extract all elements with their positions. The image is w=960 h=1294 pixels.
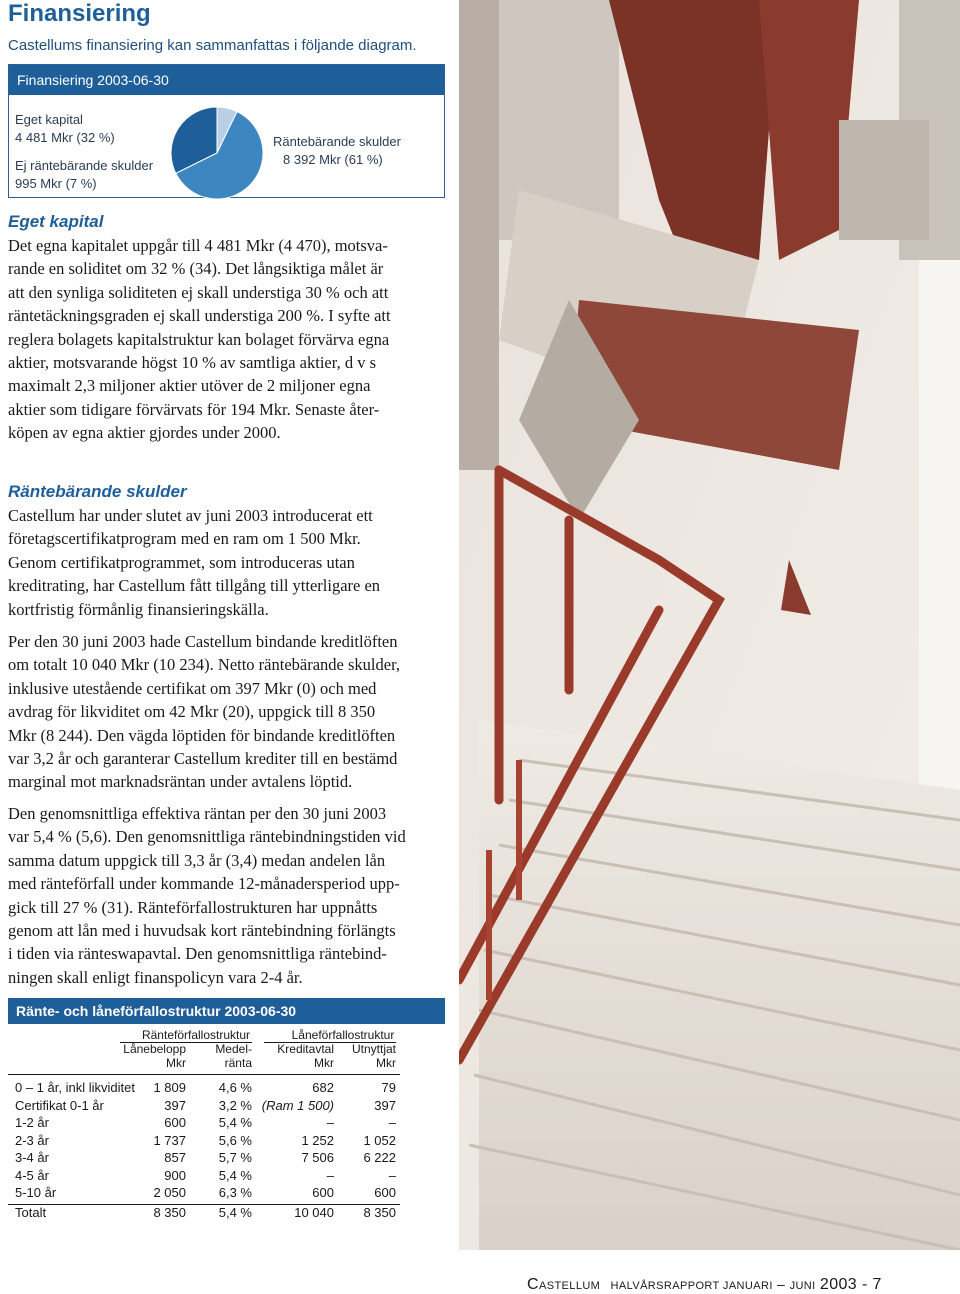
text-line: kreditrating, har Castellum fått tillgång till ytterligare en <box>8 576 381 596</box>
row-credit: (Ram 1 500) <box>261 1097 334 1113</box>
row-used: – <box>388 1167 396 1183</box>
group-header-interest: Ränteförfallostruktur <box>141 1028 251 1042</box>
col-header-used: Utnyttjat <box>351 1042 396 1056</box>
row-credit: – <box>326 1167 334 1183</box>
col-header-rate-2: ränta <box>224 1056 252 1070</box>
int-value: 8 392 Mkr (61 %) <box>283 152 383 167</box>
equity-value: 4 481 Mkr (32 %) <box>15 130 115 145</box>
text-line: aktier som tidigare förvärvats för 194 Mkr. Senaste åter- <box>8 399 380 419</box>
debt-paragraph-2 <box>8 630 448 794</box>
row-amount: 1 809 <box>153 1080 186 1095</box>
table-header: Ränte- och låneförfallostruktur 2003-06-30 <box>8 998 445 1024</box>
year-page: 2003 - 7 <box>819 1276 882 1293</box>
text-line: inklusive utestående certifikat om 397 Mkr (0) och med <box>8 678 377 698</box>
row-rate: 5,4 % <box>218 1115 252 1130</box>
col-header-credit: Kreditavtal <box>277 1042 334 1056</box>
col-header-used-unit: Mkr <box>376 1056 396 1070</box>
row-amount: 397 <box>164 1097 186 1113</box>
text-line: ningen skall enligt finanspolicyn vara 2-4 år. <box>8 967 303 987</box>
equity-label: Eget kapital <box>15 112 83 127</box>
row-amount: 900 <box>164 1167 186 1183</box>
text-line: Det egna kapitalet uppgår till 4 481 Mkr (4 470), motsva- <box>8 236 388 255</box>
row-amount: 1 737 <box>153 1132 186 1148</box>
row-label: 0 – 1 år, inkl likviditet <box>15 1080 135 1095</box>
footer-dash: – <box>777 1276 786 1292</box>
equity-paragraph <box>8 234 448 445</box>
text-line: Genom certifikatprogrammet, som introduceras utan <box>8 552 355 572</box>
group-header-loan: Låneförfallostruktur <box>291 1028 395 1042</box>
text-line: genom att lån med i huvudsak kort räntebindning förlängts <box>8 921 396 941</box>
debt-paragraph-3 <box>8 802 448 989</box>
row-rate: 3,2 % <box>218 1097 252 1113</box>
col-header-amount-unit: Mkr <box>166 1056 186 1070</box>
financing-chart <box>8 64 445 198</box>
row-used: – <box>388 1115 396 1130</box>
report-name: HALVÅRSRAPPORT JANUARI <box>610 1280 773 1292</box>
row-label: 1-2 år <box>15 1115 49 1130</box>
col-header-credit-unit: Mkr <box>314 1056 334 1070</box>
row-label: 4-5 år <box>15 1167 49 1183</box>
row-used: 6 222 <box>363 1150 396 1165</box>
equity-heading: Eget kapital <box>8 212 104 231</box>
row-credit: 600 <box>312 1185 334 1200</box>
row-used: 79 <box>381 1080 396 1095</box>
total-credit: 10 040 <box>294 1205 334 1220</box>
text-line: rande en soliditet om 32 % (34). Det långsiktiga målet är <box>8 259 384 279</box>
stairwell-photo <box>459 0 960 1250</box>
text-line: avdrag för likviditet om 42 Mkr (20), uppgick till 8 350 <box>8 702 376 722</box>
text-line: Den genomsnittliga effektiva räntan per den 30 juni 2003 <box>8 804 387 823</box>
text-line: var 5,4 % (5,6). Den genomsnittliga räntebindningstiden vid <box>8 827 406 847</box>
text-line: i tiden via ränteswapavtal. Den genomsnittliga räntebind- <box>8 944 387 964</box>
text-line: att den synliga soliditeten ej skall understiga 30 % och att <box>8 282 389 302</box>
row-label: 2-3 år <box>15 1132 49 1148</box>
row-used: 397 <box>374 1097 396 1113</box>
row-credit: 7 506 <box>301 1150 334 1165</box>
group-rule-loan <box>264 1042 396 1043</box>
text-line: marginal mot marknadsräntan under avtalens löptid. <box>8 772 353 792</box>
text-line: företagscertifikatprogram med en ram om 1 500 Mkr. <box>8 529 361 549</box>
row-used: 1 052 <box>363 1132 396 1148</box>
text-line: aktier, motsvarande högst 10 % av samtliga aktier, d v s <box>8 353 377 373</box>
row-rate: 5,7 % <box>218 1150 252 1165</box>
text-line: kortfristig förmånlig finansieringskälla. <box>8 599 269 619</box>
text-line: reglera bolagets kapitalstruktur kan bolaget förvärva egna <box>8 329 390 349</box>
text-line: köpen av egna aktier gjordes under 2000. <box>8 423 281 443</box>
total-used: 8 350 <box>363 1205 396 1220</box>
row-amount: 857 <box>164 1150 186 1165</box>
text-line: gick till 27 % (31). Ränteförfallostrukturen har uppnåtts <box>8 897 378 917</box>
row-used: 600 <box>374 1185 396 1200</box>
debt-heading: Räntebärande skulder <box>8 482 187 501</box>
total-rate: 5,4 % <box>218 1205 252 1220</box>
row-amount: 600 <box>164 1115 186 1130</box>
page-title: Finansiering <box>8 0 151 27</box>
int-label: Räntebärande skulder <box>273 134 401 149</box>
text-line: räntetäckningsgraden ej skall understiga 200 %. I syfte att <box>8 306 391 326</box>
total-label: Totalt <box>15 1205 47 1220</box>
brand-initial: C <box>527 1276 539 1293</box>
text-line: Castellum har under slutet av juni 2003 introducerat ett <box>8 506 373 525</box>
total-amount: 8 350 <box>153 1205 186 1220</box>
group-rule-interest <box>120 1042 252 1043</box>
row-rate: 5,4 % <box>218 1167 252 1183</box>
pie-chart <box>169 105 265 201</box>
maturity-table <box>8 998 445 1230</box>
row-rate: 6,3 % <box>218 1185 252 1200</box>
nonint-label: Ej räntebärande skulder <box>15 158 154 173</box>
page-footer <box>527 1276 882 1294</box>
text-line: var 3,2 år och garanterar Castellum krediter till en bestämd <box>8 749 398 769</box>
row-rate: 4,6 % <box>218 1080 252 1095</box>
row-label: 3-4 år <box>15 1150 49 1165</box>
row-credit: 1 252 <box>301 1132 334 1148</box>
text-line: maximalt 2,3 miljoner aktier utöver de 2 miljoner egna <box>8 376 371 396</box>
intro-text: Castellums finansiering kan sammanfattas i följande diagram. <box>8 37 417 54</box>
row-label: Certifikat 0-1 år <box>15 1097 104 1113</box>
col-header-amount: Lånebelopp <box>123 1042 186 1056</box>
brand-rest: ASTELLUM <box>538 1280 601 1292</box>
nonint-value: 995 Mkr (7 %) <box>15 176 97 191</box>
report-month: JUNI <box>789 1280 816 1292</box>
row-amount: 2 050 <box>153 1185 186 1200</box>
text-line: Mkr (8 244). Den vägda löptiden för bindande kreditlöften <box>8 725 396 745</box>
row-label: 5-10 år <box>15 1185 57 1200</box>
debt-paragraph-1 <box>8 504 448 621</box>
row-rate: 5,6 % <box>218 1132 252 1148</box>
header-rule <box>8 1074 400 1075</box>
text-line: Per den 30 juni 2003 hade Castellum bindande kreditlöften <box>8 632 398 651</box>
text-line: med ränteförfall under kommande 12-månadersperiod upp- <box>8 874 400 894</box>
row-credit: – <box>326 1115 334 1130</box>
text-line: samma datum uppgick till 3,3 år (3,4) medan andelen lån <box>8 850 386 870</box>
chart-header: Finansiering 2003-06-30 <box>9 65 444 95</box>
row-credit: 682 <box>312 1080 334 1095</box>
text-line: om totalt 10 040 Mkr (10 234). Netto räntebärande skulder, <box>8 655 401 675</box>
col-header-rate: Medel- <box>215 1042 252 1056</box>
